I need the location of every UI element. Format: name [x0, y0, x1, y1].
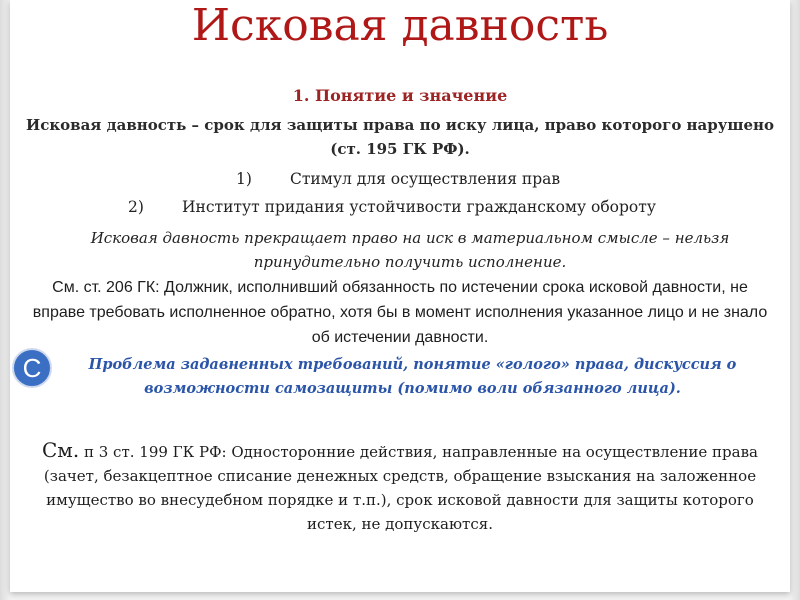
list-item-text: Институт придания устойчивости гражданскому обороту [182, 198, 656, 216]
reference-art-199 [20, 438, 780, 536]
list-item-number: 1) [236, 170, 252, 188]
reference-art-206: См. ст. 206 ГК: Должник, исполнивший обязанность по истечении срока исковой давности, не вправе требовать исполненное обратно, хотя бы в момент исполнения указанное лицо и не знало об истечении давности. [32, 279, 768, 346]
reference-text: п 3 ст. 199 ГК РФ: Односторонние действия, направленные на осуществление права (зачет, безакцептное списание денежных средств, обращение взыскания на заложенное имущество во внесудебном порядке и т.п.), срок исковой давности для защиты которого истек, не допускаются. [43, 443, 758, 533]
definition-paragraph: Исковая давность – срок для защиты права по иску лица, право которого нарушено (ст. 195 ГК РФ). [26, 116, 774, 158]
list-item-text: Стимул для осуществления прав [290, 170, 561, 188]
italic-note: Исковая давность прекращает право на иск в материальном смысле – нельзя принудительно получить исполнение. [90, 229, 730, 271]
slide-title: Исковая давность [191, 0, 609, 51]
list-item-number: 2) [128, 198, 144, 216]
circle-letter-badge: С [12, 348, 52, 388]
reference-lead: См. [41, 438, 80, 462]
slide-subtitle: 1. Понятие и значение [292, 86, 508, 105]
blue-discussion-note: Проблема задавненных требований, понятие «голого» права, дискуссия о возможности самозащиты (помимо воли обязанного лица). [88, 356, 737, 397]
